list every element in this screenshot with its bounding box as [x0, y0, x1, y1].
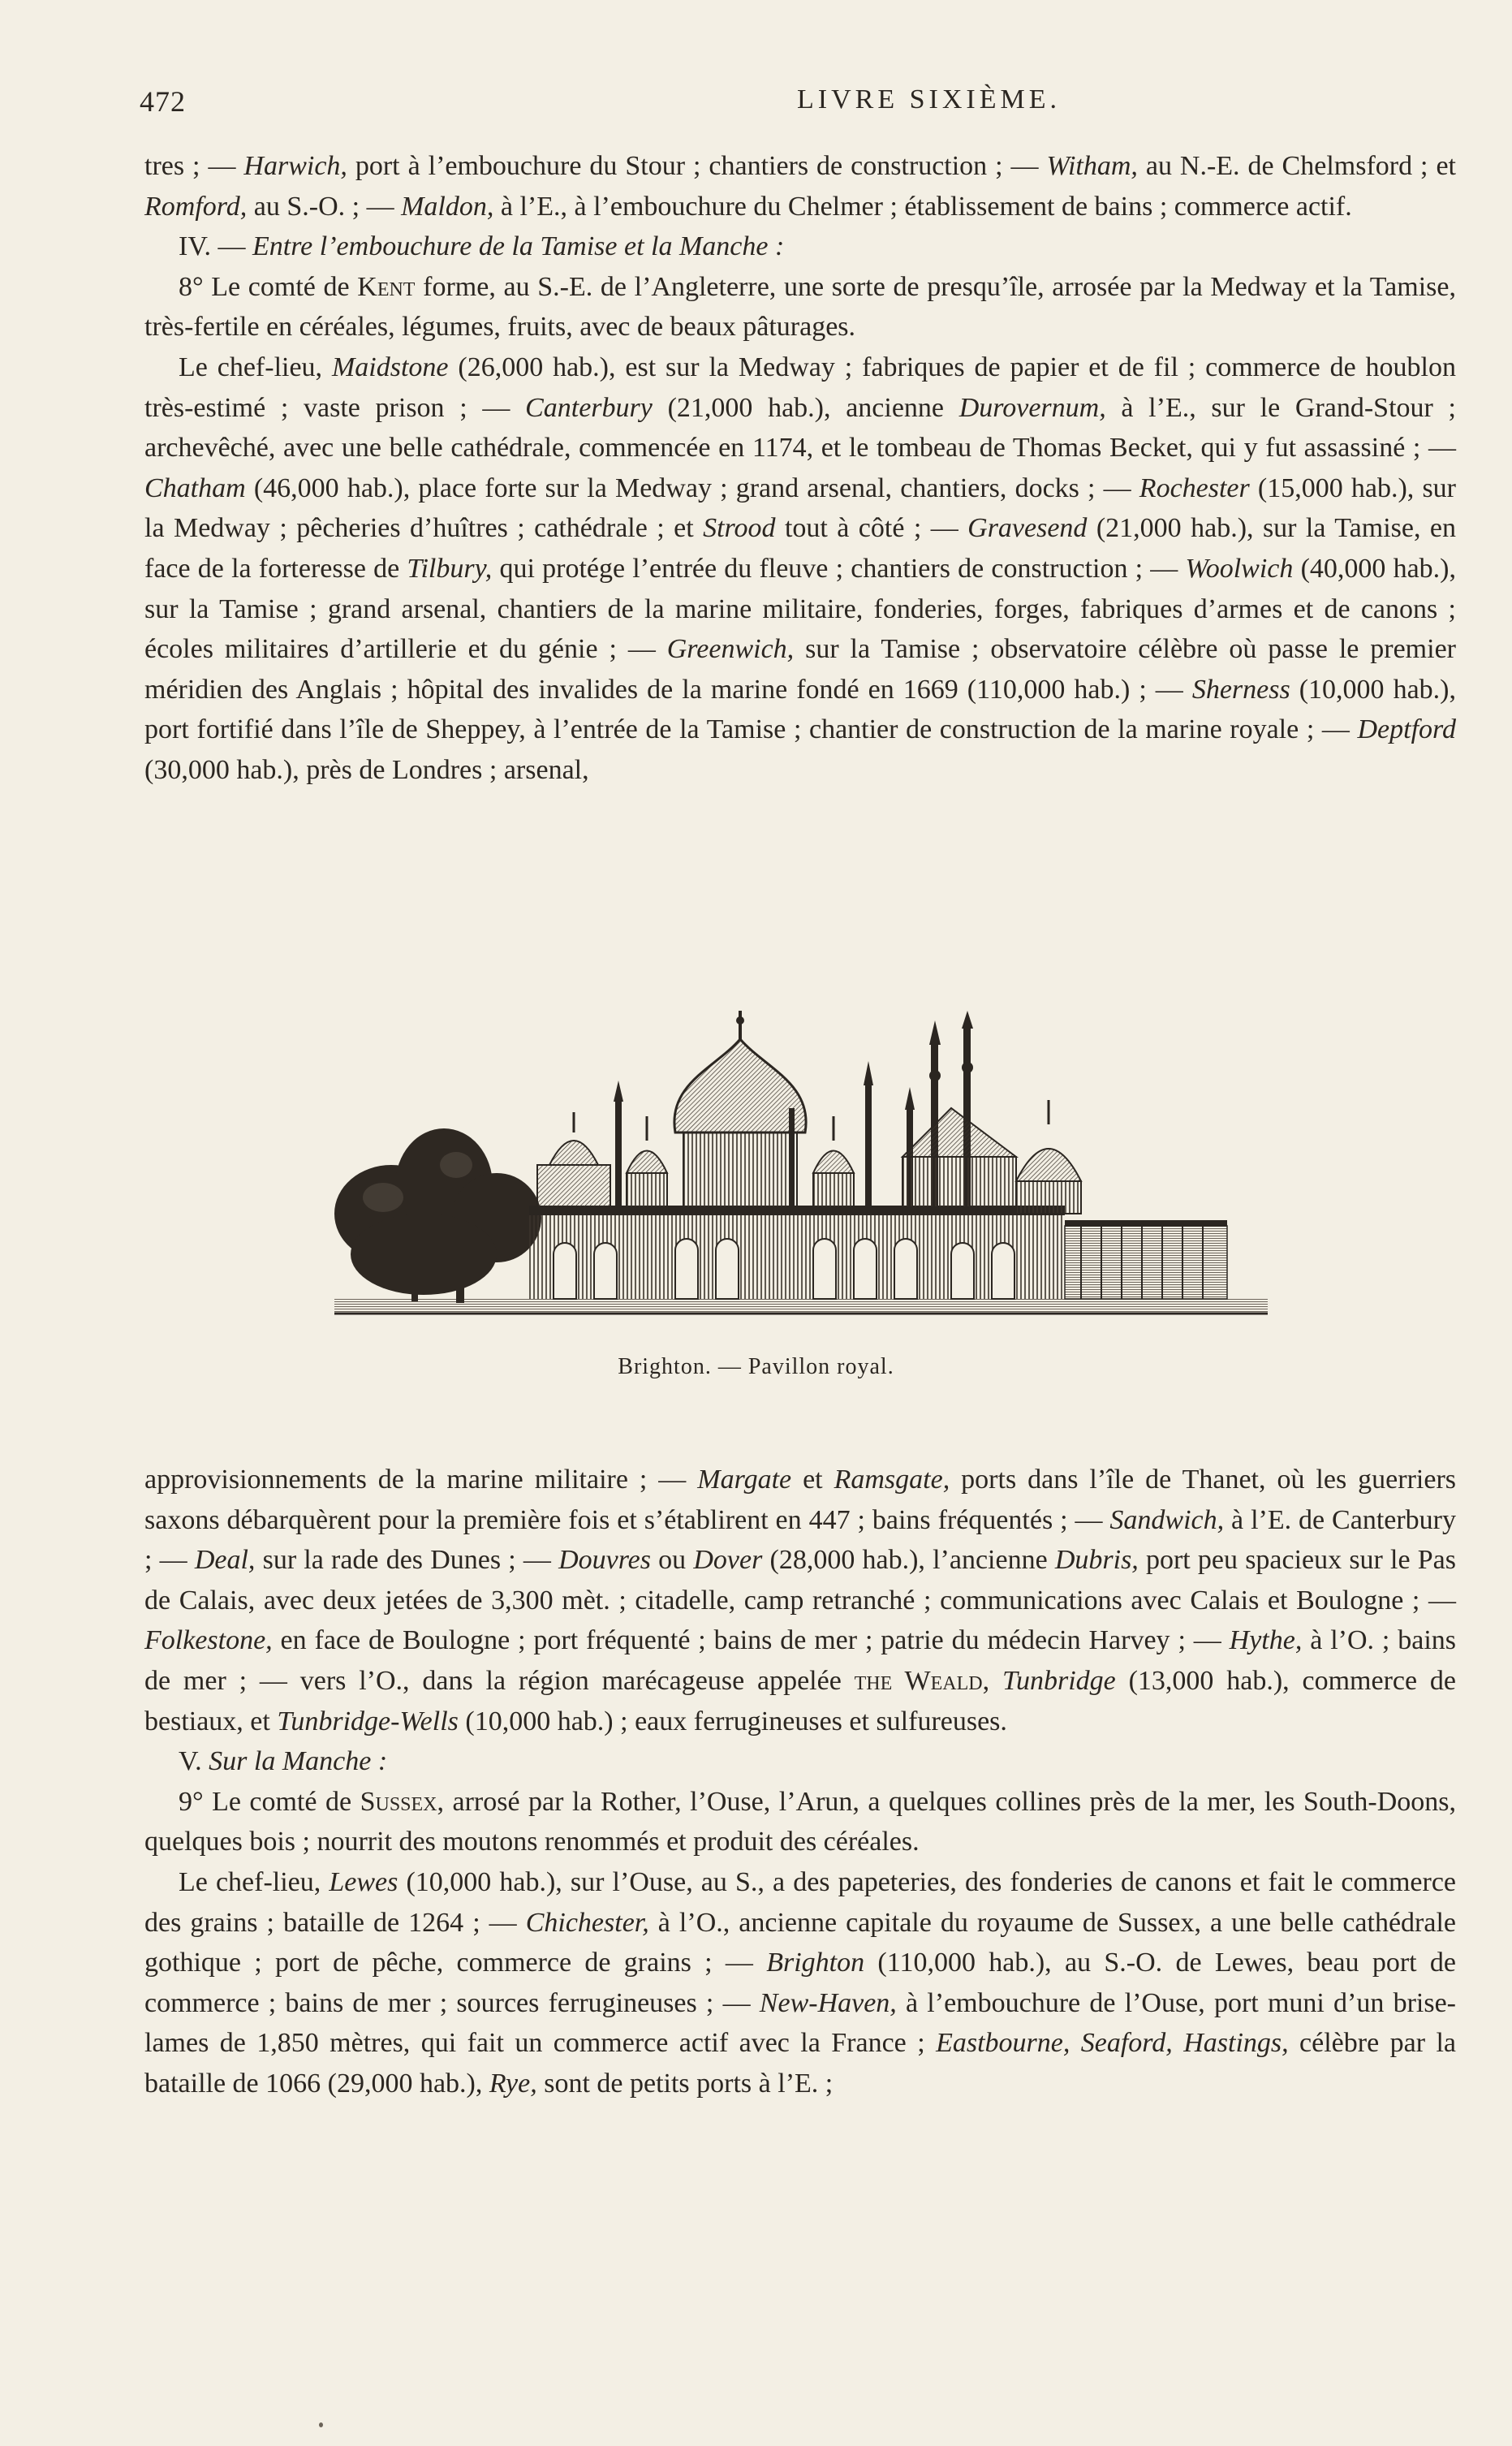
italic-run: Sandwich,	[1109, 1504, 1225, 1535]
text-run: , arrosé par la Rother, l’Ouse, l’Arun, a quelques collines près de la mer, les South-Doons, quelques bois ; nourrit des moutons renommés et produit des céréales.	[144, 1786, 1456, 1857]
italic-run: Gravesend	[967, 513, 1088, 544]
text-run: (15,000 hab.), sur la Medway ; pêcheries d’huîtres ; cathédrale ; et	[144, 472, 1456, 544]
text-run: Le chef-lieu,	[179, 1866, 330, 1897]
text-run: ,	[982, 1665, 1002, 1696]
text-block-top	[144, 146, 1456, 791]
italic-run: Romford,	[144, 191, 248, 222]
italic-run: Hythe,	[1229, 1625, 1303, 1656]
italic-run: Sherness	[1191, 674, 1290, 705]
paragraph-sussex	[144, 1782, 1456, 1862]
italic-run: New-Haven,	[759, 1987, 897, 2018]
text-run: à l’O. ; bains de mer ; — vers l’O., dans la région marécageuse appelée	[144, 1625, 1456, 1696]
text-run: ports dans l’île de Thanet, où les guerriers saxons débarquèrent pour la première fois et s’établirent en 447 ; bains fréquentés ; —	[144, 1465, 1456, 1535]
text-run: 9° Le comté de	[179, 1786, 360, 1817]
text-run: sont de petits ports à l’E. ;	[536, 2068, 834, 2099]
italic-run: Chichester,	[525, 1907, 649, 1938]
page-number: 472	[140, 85, 186, 118]
text-run: approvisionnements de la marine militaire ; —	[144, 1465, 698, 1495]
text-run: tout à côté ; —	[775, 513, 968, 544]
text-run: (110,000 hab.), au S.-O. de Lewes, beau port de commerce ; bains de mer ; sources ferrugineuses ; —	[144, 1948, 1456, 2018]
italic-run: Sur la Manche :	[209, 1746, 388, 1777]
text-run: (10,000 hab.), sur l’Ouse, au S., a des papeteries, des fonderies de canons et fait le commerce des grains ; bataille de 1264 ; —	[144, 1866, 1456, 1938]
text-run: à l’E., à l’embouchure du Chelmer ; établissement de bains ; commerce actif.	[493, 191, 1352, 222]
text-run: à l’O., ancienne capitale du royaume de Sussex, a une belle cathédrale gothique ; port de pêche, commerce de grains ; —	[144, 1907, 1456, 1978]
italic-run: Douvres	[558, 1545, 651, 1576]
italic-run: Brighton	[766, 1948, 865, 1978]
text-run: en face de Boulogne ; port fréquenté ; bains de mer ; patrie du médecin Harvey ; —	[272, 1625, 1230, 1656]
italic-run: Woolwich	[1185, 553, 1294, 584]
italic-run: Strood	[703, 513, 776, 544]
text-run: (26,000 hab.), est sur la Medway ; fabriques de papier et de fil ; commerce de houblon très-estimé ; vaste prison ; —	[144, 352, 1456, 423]
text-run: qui protége l’entrée du fleuve ; chantiers de construction ; —	[492, 553, 1186, 584]
small-caps-run: Kent	[357, 271, 416, 302]
text-run: (40,000 hab.), sur la Tamise ; grand arsenal, chantiers de la marine militaire, fonderies, forges, fabriques d’armes et de canons ; écoles militaires d’artillerie et du génie ; —	[144, 553, 1456, 665]
italic-run: Rye,	[489, 2068, 537, 2099]
text-run: sur la Tamise ; observatoire célèbre où passe le premier méridien des Anglais ; hôpital des invalides de la marine fondé en 1669 (110,000 hab.) ; —	[144, 634, 1456, 705]
text-run: sur la rade des Dunes ; —	[255, 1545, 559, 1576]
italic-run: Chatham	[144, 472, 246, 503]
text-run: (13,000 hab.), commerce de bestiaux, et	[144, 1665, 1456, 1736]
italic-run: Greenwich,	[666, 634, 795, 665]
small-caps-run: the Weald	[854, 1665, 983, 1696]
text-run: célèbre par la bataille de 1066 (29,000 hab.),	[144, 2028, 1456, 2099]
paragraph-kent-continued	[144, 1460, 1456, 1741]
italic-run: Dubris,	[1054, 1545, 1139, 1576]
page-header	[140, 84, 1512, 133]
text-run: Le chef-lieu,	[179, 352, 332, 382]
paragraph-kent-towns	[144, 347, 1456, 791]
text-run: 8° Le comté de	[179, 271, 358, 302]
italic-run: Lewes	[329, 1866, 398, 1897]
italic-run: Tilbury,	[407, 553, 493, 584]
italic-run: Durovernum,	[958, 392, 1106, 423]
text-run: port peu spacieux sur le Pas de Calais, avec deux jetées de 3,300 mèt. ; citadelle, camp retranché ; communications avec Calais et Boulogne ; —	[144, 1545, 1456, 1616]
text-run: au N.-E. de Chelmsford ; et	[1137, 151, 1456, 181]
italic-run: Deptford	[1357, 714, 1456, 745]
paragraph-kent	[144, 267, 1456, 347]
text-run: ou	[651, 1545, 694, 1576]
text-run: au S.-O. ; —	[247, 191, 402, 222]
italic-run: Folkestone,	[144, 1625, 273, 1656]
text-run: port à l’embouchure du Stour ; chantiers de construction ; —	[347, 151, 1047, 181]
italic-run: Maldon,	[401, 191, 494, 222]
text-run: tres ; —	[144, 151, 244, 181]
text-run: (30,000 hab.), près de Londres ; arsenal,	[144, 754, 589, 785]
text-run: à l’E., sur le Grand-Stour ; archevêché, avec une belle cathédrale, commencée en 1174, et le tombeau de Thomas Becket, qui y fut assassiné ; —	[144, 392, 1457, 464]
italic-run: Canterbury	[525, 392, 653, 423]
text-run: (28,000 hab.), l’ancienne	[762, 1545, 1055, 1576]
figure-caption: Brighton. — Pavillon royal.	[618, 1354, 894, 1379]
italic-run: Margate	[697, 1465, 792, 1495]
italic-run: Rochester	[1139, 472, 1250, 503]
italic-run: Entre l’embouchure de la Tamise et la Manche :	[252, 231, 785, 262]
italic-run: Tunbridge	[1002, 1665, 1116, 1696]
italic-run: Eastbourne, Seaford, Hastings,	[936, 2028, 1289, 2059]
text-run: forme, au S.-E. de l’Angleterre, une sorte de presqu’île, arrosée par la Medway et la Tamise, très-fertile en céréales, légumes, fruits, avec de beaux pâturages.	[144, 271, 1456, 343]
text-run: et	[791, 1465, 834, 1495]
paragraph-sussex-towns	[144, 1862, 1456, 2104]
text-run: (46,000 hab.), place forte sur la Medway ; grand arsenal, chantiers, docks ; —	[245, 472, 1139, 503]
text-run: à l’embouchure de l’Ouse, port muni d’un brise-lames de 1,850 mètres, qui fait un commerce actif avec la France ;	[144, 1987, 1456, 2059]
text-run: V.	[179, 1746, 209, 1777]
italic-run: Harwich,	[243, 151, 347, 181]
section-heading-v	[144, 1741, 1456, 1782]
pavilion-illustration	[334, 1011, 1268, 1327]
text-run: (21,000 hab.), ancienne	[652, 392, 959, 423]
text-run: (10,000 hab.), port fortifié dans l’île de Sheppey, à l’entrée de la Tamise ; chantier de construction de la marine royale ; —	[144, 674, 1456, 745]
text-run: (21,000 hab.), sur la Tamise, en face de la forteresse de	[144, 513, 1456, 584]
italic-run: Witham,	[1046, 151, 1138, 181]
text-run: (10,000 hab.) ; eaux ferrugineuses et sulfureuses.	[458, 1706, 1007, 1736]
italic-run: Ramsgate,	[834, 1465, 950, 1495]
text-block-bottom	[144, 1460, 1456, 2104]
section-heading-iv	[144, 226, 1456, 267]
engraving-brighton-pavilion	[334, 1011, 1268, 1327]
paragraph	[144, 146, 1456, 226]
running-head: LIVRE SIXIÈME.	[797, 84, 1061, 114]
text-run: à l’E. de Canterbury ; —	[144, 1504, 1457, 1576]
paper-speck	[319, 2422, 323, 2427]
italic-run: Dover	[693, 1545, 763, 1576]
italic-run: Maidstone	[331, 352, 449, 382]
small-caps-run: Sussex	[360, 1786, 437, 1817]
italic-run: Tunbridge-Wells	[277, 1706, 459, 1736]
text-run: IV. —	[179, 231, 252, 262]
italic-run: Deal,	[194, 1545, 256, 1576]
